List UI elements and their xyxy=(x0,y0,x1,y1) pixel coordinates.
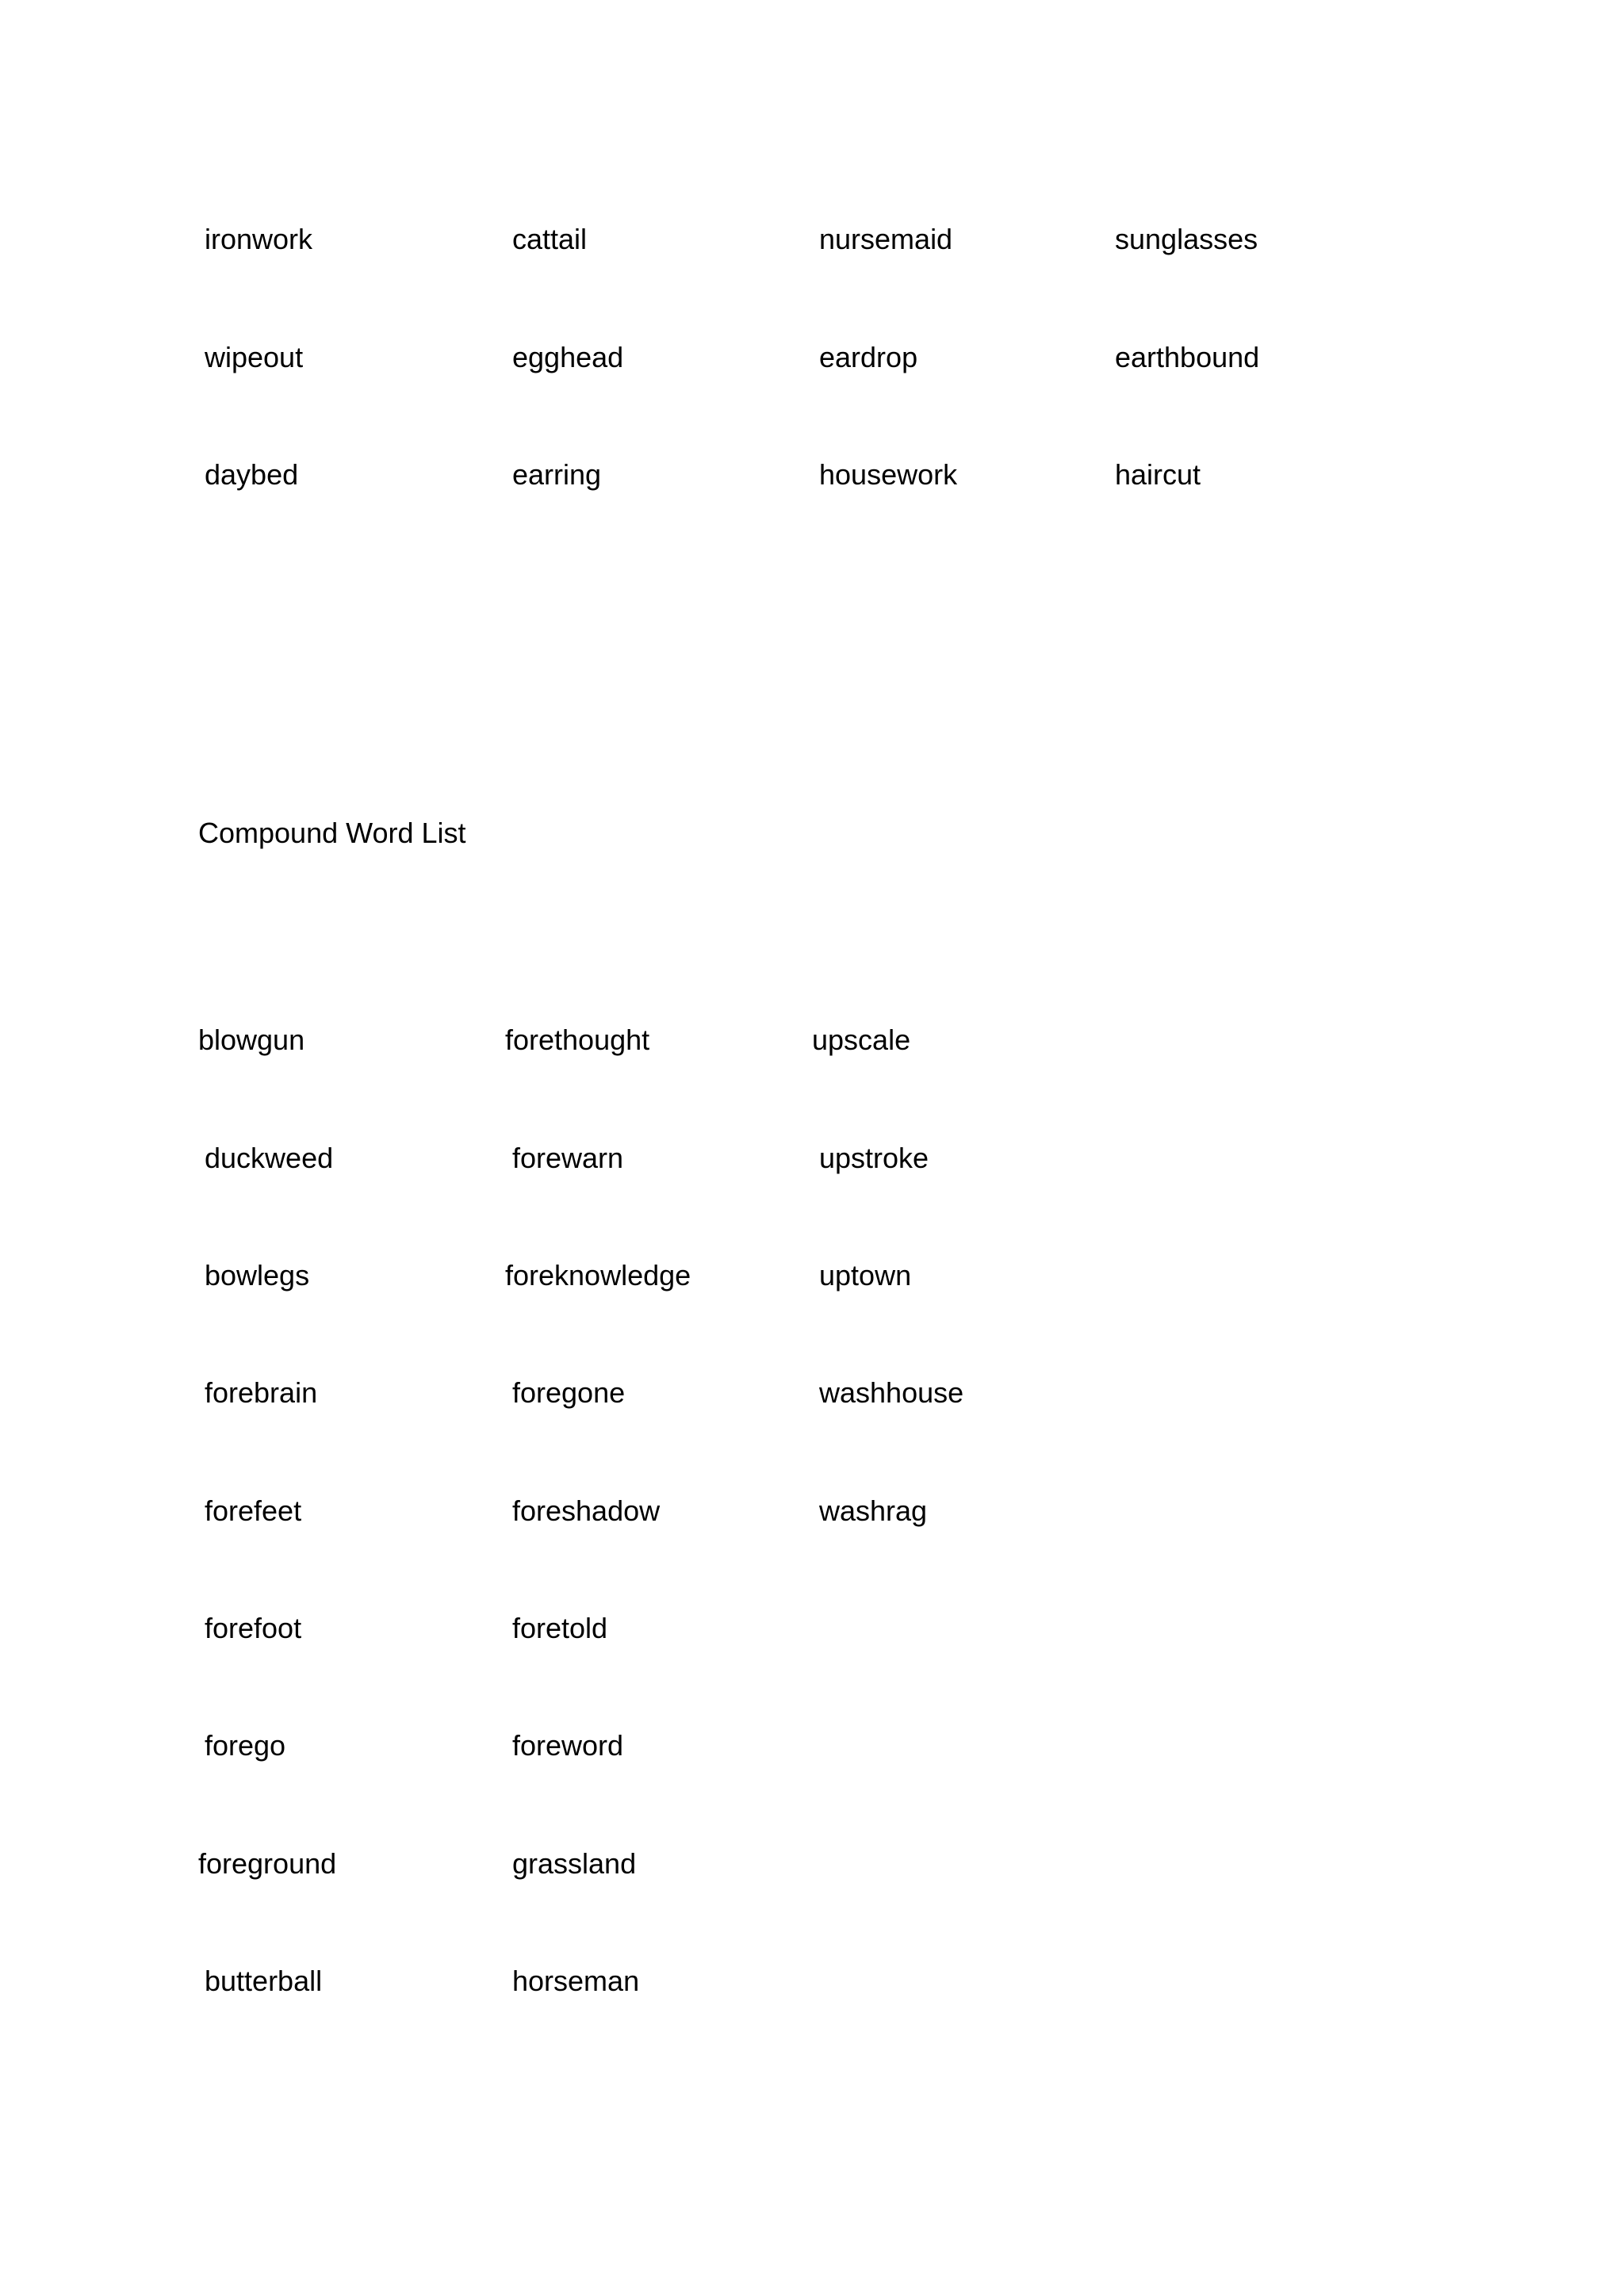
top-word-r2-c4: earthbound xyxy=(1115,341,1260,373)
top-word-r2-c3: eardrop xyxy=(819,341,918,373)
list-word-r1-c2: forethought xyxy=(505,1024,650,1056)
list-word-r5-c1: forefeet xyxy=(205,1494,302,1527)
top-word-r1-c1: ironwork xyxy=(205,223,313,255)
list-word-r8-c2: grassland xyxy=(512,1847,637,1880)
list-word-r2-c2: forewarn xyxy=(512,1142,624,1174)
list-word-r4-c2: foregone xyxy=(512,1376,626,1409)
list-word-r4-c1: forebrain xyxy=(205,1376,318,1409)
list-word-r9-c1: butterball xyxy=(205,1965,323,1997)
list-word-r7-c2: foreword xyxy=(512,1729,624,1762)
top-word-r3-c2: earring xyxy=(512,458,602,491)
list-word-r3-c1: bowlegs xyxy=(205,1259,310,1292)
top-word-r3-c1: daybed xyxy=(205,458,299,491)
list-word-r1-c3: upscale xyxy=(812,1024,911,1056)
list-word-r5-c3: washrag xyxy=(819,1494,928,1527)
top-word-r2-c1: wipeout xyxy=(205,341,304,373)
list-word-r2-c3: upstroke xyxy=(819,1142,929,1174)
list-word-r5-c2: foreshadow xyxy=(512,1494,661,1527)
top-word-r1-c2: cattail xyxy=(512,223,588,255)
top-word-r1-c4: sunglasses xyxy=(1115,223,1258,255)
list-word-r8-c1: foreground xyxy=(198,1847,337,1880)
list-word-r9-c2: horseman xyxy=(512,1965,640,1997)
list-word-r7-c1: forego xyxy=(205,1729,286,1762)
list-word-r6-c2: foretold xyxy=(512,1612,608,1644)
list-word-r1-c1: blowgun xyxy=(198,1024,305,1056)
list-word-r3-c2: foreknowledge xyxy=(505,1259,691,1292)
list-word-r2-c1: duckweed xyxy=(205,1142,334,1174)
top-word-r3-c4: haircut xyxy=(1115,458,1201,491)
top-word-r1-c3: nursemaid xyxy=(819,223,953,255)
list-word-r4-c3: washhouse xyxy=(819,1376,964,1409)
list-word-r6-c1: forefoot xyxy=(205,1612,302,1644)
section-title: Compound Word List xyxy=(198,817,466,849)
top-word-r2-c2: egghead xyxy=(512,341,624,373)
list-word-r3-c3: uptown xyxy=(819,1259,912,1292)
top-word-r3-c3: housework xyxy=(819,458,958,491)
